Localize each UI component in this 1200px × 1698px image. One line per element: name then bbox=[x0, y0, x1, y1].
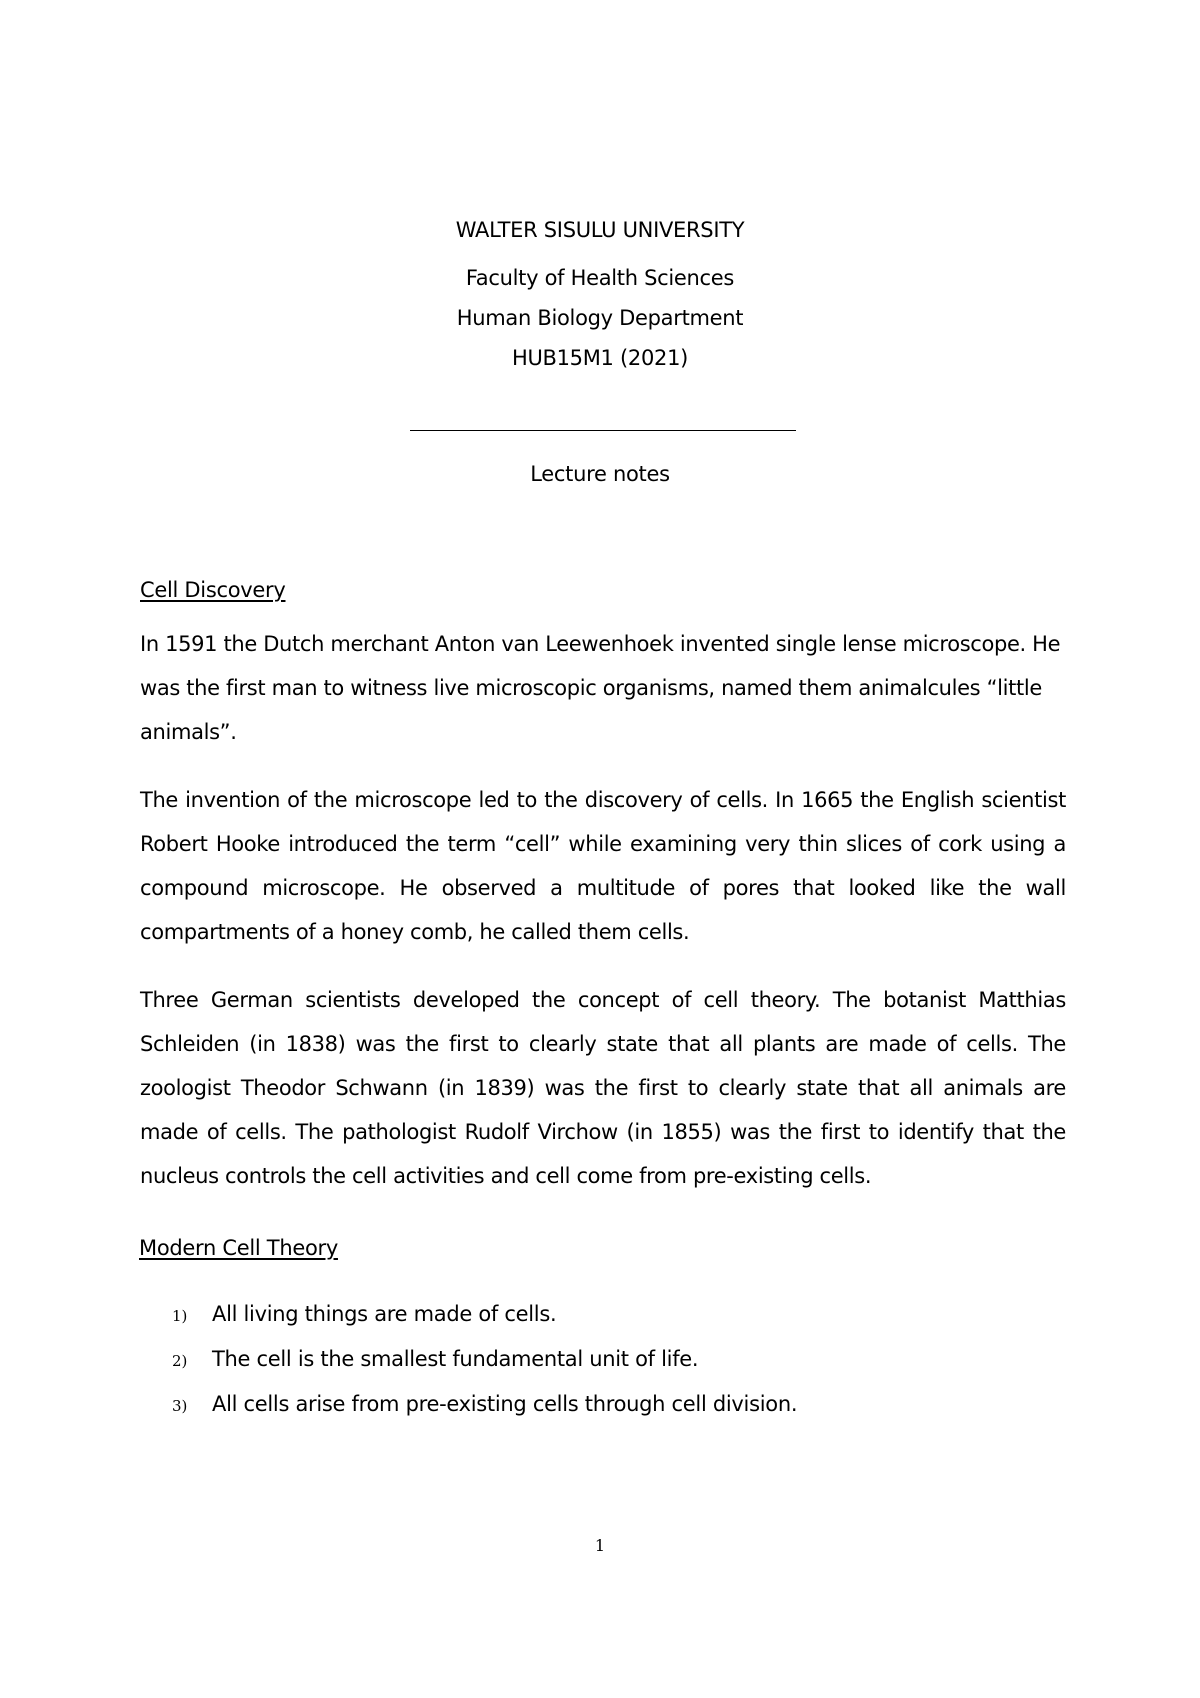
section-heading-modern-cell-theory: Modern Cell Theory bbox=[139, 1236, 338, 1260]
page-number: 1 bbox=[594, 1536, 606, 1555]
section-heading-cell-discovery: Cell Discovery bbox=[140, 578, 286, 602]
list-item-text: All cells arise from pre-existing cells through cell division. bbox=[212, 1392, 798, 1416]
university-name: WALTER SISULU UNIVERSITY bbox=[455, 218, 745, 242]
course-code: HUB15M1 (2021) bbox=[511, 346, 689, 370]
faculty-name: Faculty of Health Sciences bbox=[465, 266, 735, 290]
list-item-number: 3) bbox=[172, 1397, 188, 1415]
document-type: Lecture notes bbox=[530, 462, 670, 486]
list-item bbox=[172, 1347, 797, 1392]
modern-cell-theory-list bbox=[172, 1302, 797, 1437]
list-item-number: 1) bbox=[172, 1307, 188, 1325]
list-item bbox=[172, 1302, 797, 1347]
list-item-text: All living things are made of cells. bbox=[212, 1302, 557, 1326]
paragraph-microscope-invention: In 1591 the Dutch merchant Anton van Leewenhoek invented single lense microscope. He was the first man to witness live microscopic organisms, named them animalcules “little animals”. bbox=[140, 632, 1061, 744]
list-item-number: 2) bbox=[172, 1352, 188, 1370]
list-item bbox=[172, 1392, 797, 1437]
list-item-text: The cell is the smallest fundamental unit of life. bbox=[212, 1347, 699, 1371]
header-divider bbox=[410, 430, 796, 431]
paragraph-hooke-cells: The invention of the microscope led to the discovery of cells. In 1665 the English scientist Robert Hooke introduced the term “cell” while examining very thin slices of cork using a compound microscope. He observed a multitude of pores that looked like the wall compartments of a honey comb, he called them cells. bbox=[140, 788, 1066, 944]
paragraph-cell-theory-scientists: Three German scientists developed the concept of cell theory. The botanist Matthias Schleiden (in 1838) was the first to clearly state that all plants are made of cells. The zoologist Theodor Schwann (in 1839) was the first to clearly state that all animals are made of cells. The pathologist Rudolf Virchow (in 1855) was the first to identify that the nucleus controls the cell activities and cell come from pre-existing cells. bbox=[140, 988, 1066, 1188]
department-name: Human Biology Department bbox=[456, 306, 744, 330]
